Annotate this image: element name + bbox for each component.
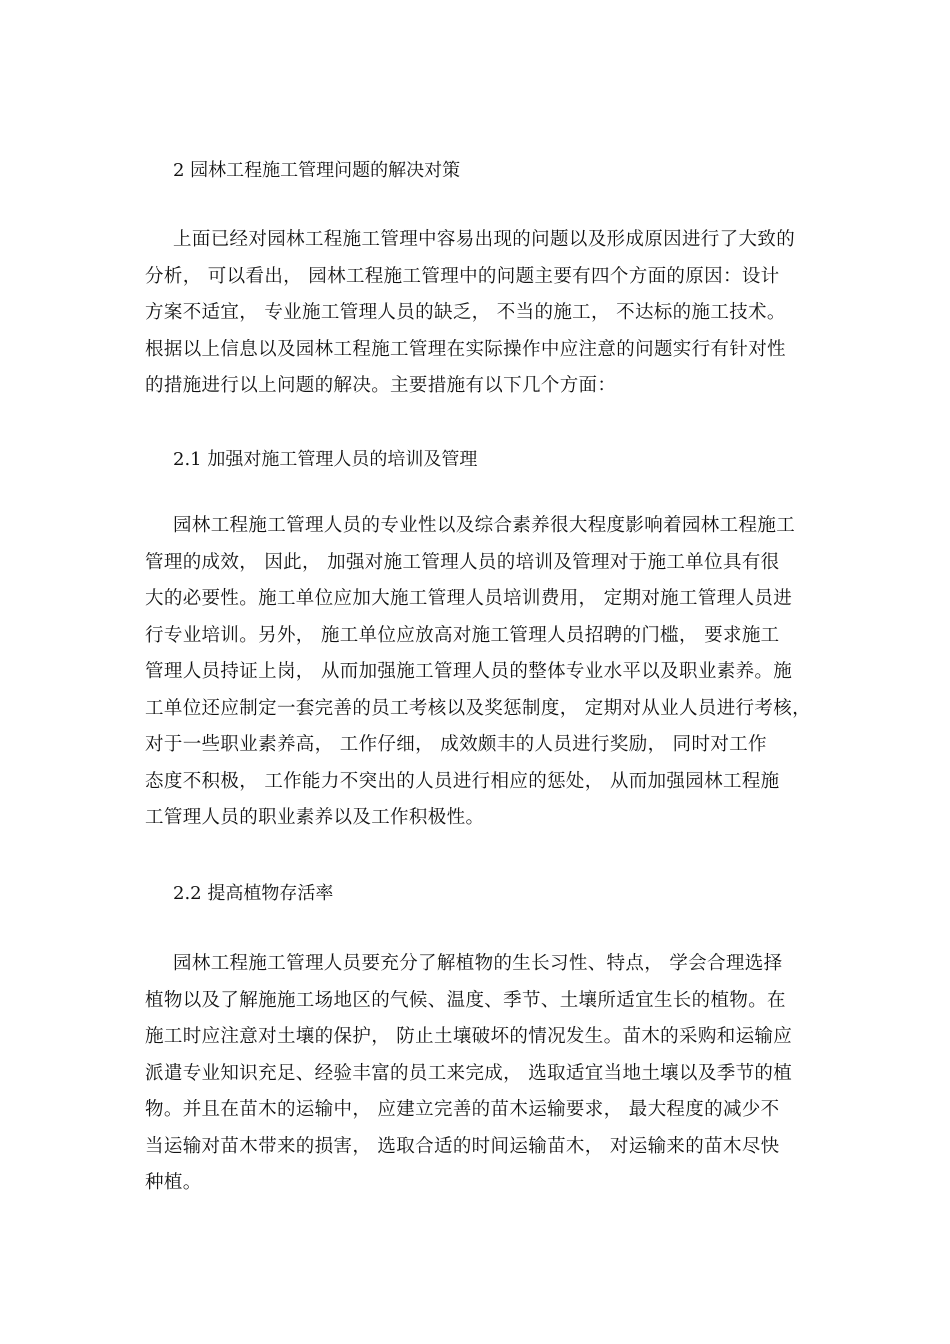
section-2-1-paragraph — [145, 508, 825, 837]
section-2-2-heading: 2.2 提高植物存活率 — [173, 883, 334, 904]
paragraph-line: 大的必要性。施工单位应加大施工管理人员培训费用， 定期对施工管理人员进 — [145, 588, 793, 609]
paragraph-line: 根据以上信息以及园林工程施工管理在实际操作中应注意的问题实行有针对性 — [145, 338, 786, 360]
paragraph-line: 当运输对苗木带来的损害， 选取合适的时间运输苗木， 对运输来的苗木尽快 — [145, 1135, 780, 1157]
paragraph-line: 对于一些职业素养高， 工作仔细， 成效颇丰的人员进行奖励， 同时对工作 — [145, 734, 767, 755]
paragraph-line: 方案不适宜， 专业施工管理人员的缺乏， 不当的施工， 不达标的施工技术。 — [145, 302, 786, 323]
paragraph-line: 上面已经对园林工程施工管理中容易出现的问题以及形成原因进行了大致的 — [173, 229, 796, 250]
section-2-2-paragraph — [145, 946, 825, 1202]
paragraph-line: 分析， 可以看出， 园林工程施工管理中的问题主要有四个方面的原因：设计 — [145, 265, 780, 287]
paragraph-line: 行专业培训。另外， 施工单位应放高对施工管理人员招聘的门槛， 要求施工 — [145, 624, 780, 646]
paragraph-line: 物。并且在苗木的运输中， 应建立完善的苗木运输要求， 最大程度的减少不 — [145, 1099, 780, 1120]
paragraph-line: 派遣专业知识充足、经验丰富的员工来完成， 选取适宜当地土壤以及季节的植 — [145, 1062, 793, 1084]
section-2-paragraph — [145, 222, 825, 405]
paragraph-line: 工管理人员的职业素养以及工作积极性。 — [145, 807, 485, 828]
section-2-heading: 2 园林工程施工管理问题的解决对策 — [173, 160, 461, 181]
paragraph-line: 园林工程施工管理人员的专业性以及综合素养很大程度影响着园林工程施工 — [173, 515, 796, 536]
paragraph-line: 工单位还应制定一套完善的员工考核以及奖惩制度， 定期对从业人员进行考核， — [145, 697, 811, 719]
paragraph-line: 的措施进行以上问题的解决。主要措施有以下几个方面： — [145, 375, 617, 396]
paragraph-line: 态度不积极， 工作能力不突出的人员进行相应的惩处， 从而加强园林工程施 — [145, 770, 780, 792]
paragraph-line: 管理人员持证上岗， 从而加强施工管理人员的整体专业水平以及职业素养。施 — [145, 661, 793, 682]
paragraph-line: 植物以及了解施施工场地区的气候、温度、季节、土壤所适宜生长的植物。在 — [145, 989, 786, 1011]
paragraph-line: 施工时应注意对土壤的保护， 防止土壤破坏的情况发生。苗木的采购和运输应 — [145, 1026, 793, 1047]
paragraph-line: 种植。 — [145, 1172, 202, 1193]
paragraph-line: 园林工程施工管理人员要充分了解植物的生长习性、特点， 学会合理选择 — [173, 953, 783, 974]
paragraph-line: 管理的成效， 因此， 加强对施工管理人员的培训及管理对于施工单位具有很 — [145, 551, 780, 573]
section-2-1-heading: 2.1 加强对施工管理人员的培训及管理 — [173, 449, 478, 470]
